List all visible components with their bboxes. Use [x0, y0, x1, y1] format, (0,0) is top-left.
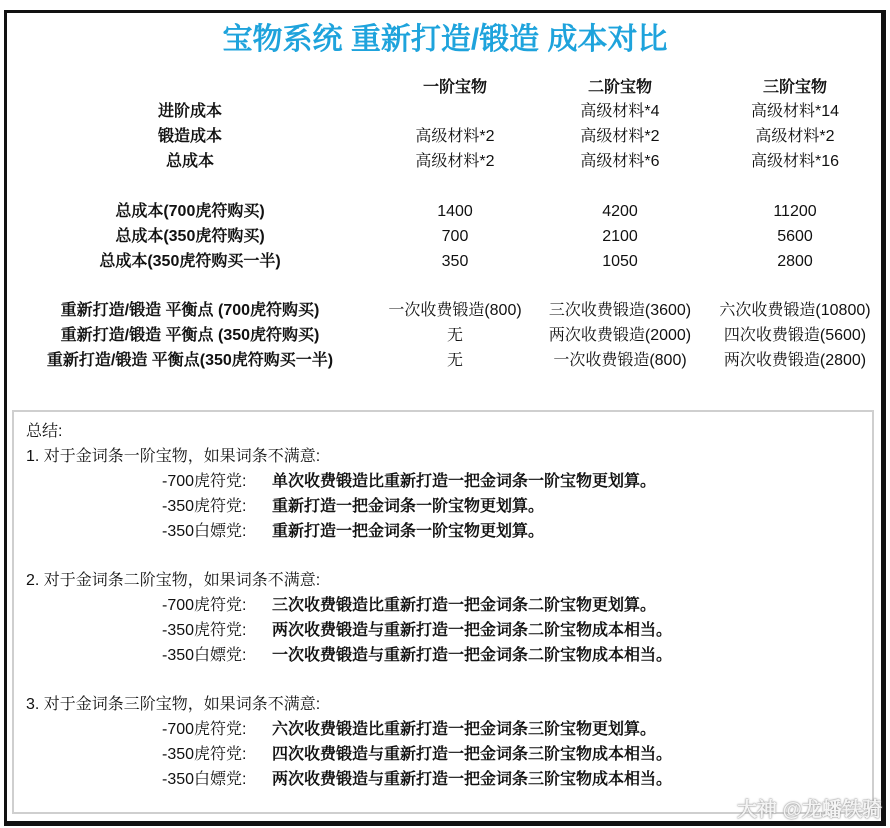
summary-group: -350虎符党:: [162, 746, 247, 763]
table-cell: 2100: [602, 228, 638, 245]
summary-group: -350白嫖党:: [162, 771, 247, 788]
summary-box: [12, 410, 874, 814]
table-cell: 高级材料*14: [750, 103, 840, 120]
row-label: 总成本: [165, 153, 215, 170]
summary-conclusion: 重新打造一把金词条一阶宝物更划算。: [272, 498, 545, 515]
table-cell: 三次收费锻造(3600): [548, 302, 692, 319]
table-cell: 11200: [773, 203, 817, 220]
table-cell: 一次收费锻造(800): [553, 352, 687, 369]
summary-conclusion: 重新打造一把金词条一阶宝物更划算。: [272, 523, 545, 540]
table-cell: 六次收费锻造(10800): [719, 302, 871, 319]
column-header: 二阶宝物: [587, 79, 653, 96]
summary-section-title: 1. 对于金词条一阶宝物，如果词条不满意:: [26, 448, 321, 465]
table-cell: 高级材料*16: [750, 153, 840, 170]
watermark: 大神 @龙蟠铁骑: [736, 799, 882, 821]
row-label: 总成本(350虎符购买一半): [99, 253, 281, 270]
summary-group: -350白嫖党:: [162, 523, 247, 540]
row-label: 锻造成本: [157, 128, 223, 145]
table-cell: 无: [446, 352, 464, 369]
page-title: 宝物系统 重新打造/锻造 成本对比: [222, 23, 668, 56]
table-cell: 1400: [437, 203, 473, 220]
row-label: 进阶成本: [157, 103, 223, 120]
table-cell: 无: [446, 327, 464, 344]
summary-conclusion: 单次收费锻造比重新打造一把金词条一阶宝物更划算。: [272, 473, 657, 490]
table-cell: 两次收费锻造(2800): [723, 352, 867, 369]
row-label: 重新打造/锻造 平衡点 (350虎符购买): [60, 327, 320, 344]
table-cell: 一次收费锻造(800): [388, 302, 522, 319]
table-cell: 700: [441, 228, 469, 245]
table-cell: 四次收费锻造(5600): [723, 327, 867, 344]
table-cell: 高级材料*6: [580, 153, 660, 170]
row-label: 总成本(350虎符购买): [115, 228, 265, 245]
summary-conclusion: 四次收费锻造与重新打造一把金词条三阶宝物成本相当。: [272, 746, 673, 763]
summary-section-title: 2. 对于金词条二阶宝物，如果词条不满意:: [26, 572, 321, 589]
table-cell: 高级材料*2: [755, 128, 835, 145]
summary-group: -700虎符党:: [162, 473, 247, 490]
table-cell: 1050: [602, 253, 638, 270]
summary-conclusion: 六次收费锻造比重新打造一把金词条三阶宝物更划算。: [272, 721, 657, 738]
summary-conclusion: 两次收费锻造与重新打造一把金词条二阶宝物成本相当。: [272, 622, 673, 639]
column-header: 一阶宝物: [422, 79, 488, 96]
summary-group: -350虎符党:: [162, 622, 247, 639]
summary-group: -700虎符党:: [162, 597, 247, 614]
table-cell: 高级材料*2: [580, 128, 660, 145]
summary-conclusion: 两次收费锻造与重新打造一把金词条三阶宝物成本相当。: [272, 771, 673, 788]
table-cell: 高级材料*2: [415, 128, 495, 145]
summary-group: -700虎符党:: [162, 721, 247, 738]
summary-heading: 总结:: [26, 423, 63, 440]
summary-conclusion: 一次收费锻造与重新打造一把金词条二阶宝物成本相当。: [272, 647, 673, 664]
summary-conclusion: 三次收费锻造比重新打造一把金词条二阶宝物更划算。: [272, 597, 657, 614]
summary-group: -350白嫖党:: [162, 647, 247, 664]
table-cell: 4200: [602, 203, 638, 220]
row-label: 总成本(700虎符购买): [115, 203, 265, 220]
table-cell: 2800: [777, 253, 813, 270]
summary-section-title: 3. 对于金词条三阶宝物，如果词条不满意:: [26, 696, 321, 713]
summary-group: -350虎符党:: [162, 498, 247, 515]
row-label: 重新打造/锻造 平衡点(350虎符购买一半): [46, 352, 334, 369]
table-cell: 350: [441, 253, 469, 270]
table-cell: 两次收费锻造(2000): [548, 327, 692, 344]
table-cell: 5600: [777, 228, 813, 245]
table-cell: 高级材料*4: [580, 103, 660, 120]
table-cell: 高级材料*2: [415, 153, 495, 170]
column-header: 三阶宝物: [762, 79, 828, 96]
row-label: 重新打造/锻造 平衡点 (700虎符购买): [60, 302, 320, 319]
